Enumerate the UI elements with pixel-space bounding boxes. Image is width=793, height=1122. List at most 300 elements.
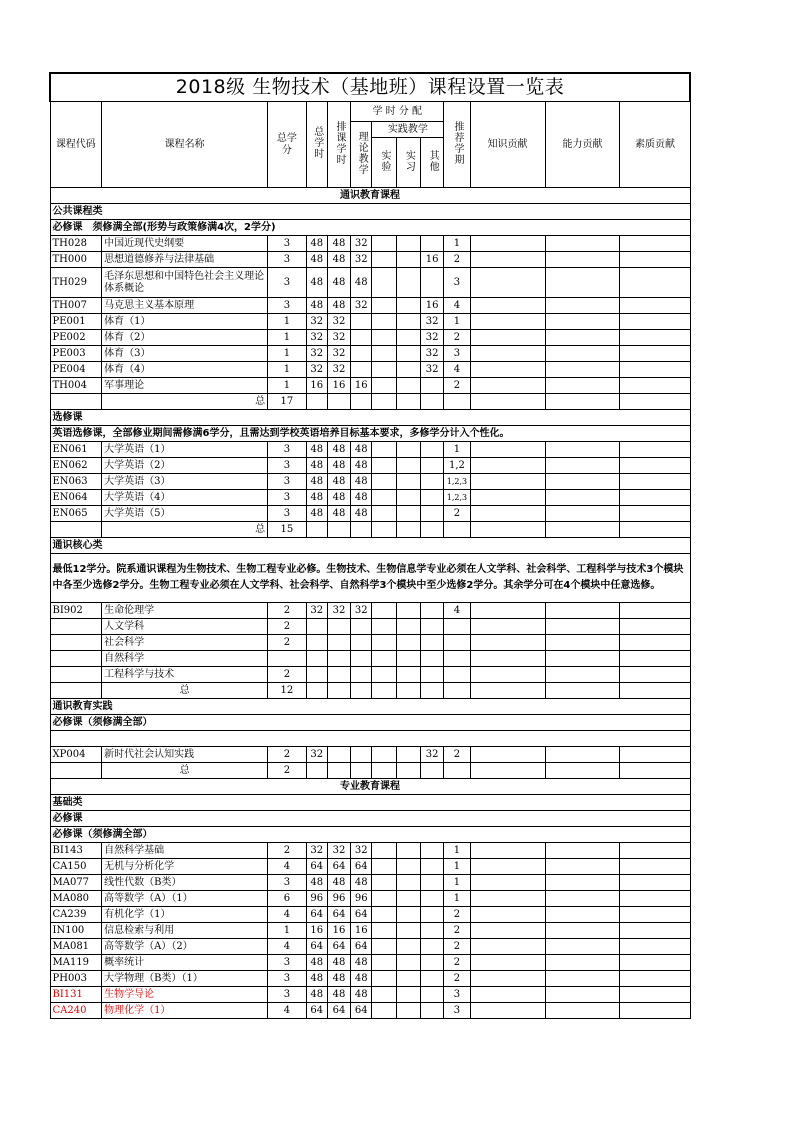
- course-lab: [372, 252, 396, 268]
- course-total-hours: [306, 619, 327, 635]
- course-ability: [545, 506, 620, 522]
- course-intern: [396, 268, 420, 298]
- course-theory: 64: [351, 907, 372, 923]
- course-row: [50, 442, 690, 458]
- course-semester: 3: [444, 346, 470, 362]
- course-total-hours: 64: [306, 939, 327, 955]
- course-quality: [620, 939, 690, 955]
- section-required-politics-text: 必修课 须修满全部(形势与政策修满4次，2学分): [50, 220, 690, 236]
- course-semester: 1: [444, 891, 470, 907]
- course-knowledge: [470, 875, 545, 891]
- course-theory: 48: [351, 875, 372, 891]
- course-other: 32: [421, 362, 444, 378]
- course-theory: 32: [351, 236, 372, 252]
- course-lab: [372, 923, 396, 939]
- blank-row-text: [50, 731, 690, 747]
- course-knowledge: [470, 346, 545, 362]
- course-scheduled-hours: 64: [327, 907, 350, 923]
- course-code: EN062: [50, 458, 102, 474]
- total-empty: [421, 522, 444, 538]
- course-scheduled-hours: 32: [327, 314, 350, 330]
- course-row: [50, 891, 690, 907]
- course-lab: [372, 619, 396, 635]
- course-quality: [620, 458, 690, 474]
- course-code: [50, 635, 102, 651]
- course-ability: [545, 362, 620, 378]
- total-empty: [396, 763, 420, 779]
- course-other: [421, 955, 444, 971]
- course-name: 高等数学（A）（2）: [102, 939, 268, 955]
- course-semester: 1,2,3: [444, 474, 470, 490]
- course-lab: [372, 378, 396, 394]
- course-row: [50, 474, 690, 490]
- course-knowledge: [470, 859, 545, 875]
- course-quality: [620, 314, 690, 330]
- total-empty: [620, 683, 690, 699]
- course-ability: [545, 859, 620, 875]
- header-quality: 素质贡献: [620, 102, 690, 188]
- course-other: 16: [421, 252, 444, 268]
- course-scheduled-hours: [327, 667, 350, 683]
- course-lab: [372, 939, 396, 955]
- total-empty: [421, 683, 444, 699]
- course-semester: 2: [444, 506, 470, 522]
- section-general: [50, 188, 690, 204]
- course-theory: 64: [351, 1003, 372, 1019]
- course-credits: 1: [268, 346, 306, 362]
- course-semester: 3: [444, 1003, 470, 1019]
- course-theory: 48: [351, 442, 372, 458]
- header-other: 其他: [421, 138, 444, 188]
- course-knowledge: [470, 603, 545, 619]
- course-total-hours: 48: [306, 875, 327, 891]
- course-credits: 1: [268, 362, 306, 378]
- course-name: 概率统计: [102, 955, 268, 971]
- course-semester: 2: [444, 923, 470, 939]
- course-code: XP004: [50, 747, 102, 763]
- course-ability: [545, 268, 620, 298]
- course-intern: [396, 252, 420, 268]
- course-other: [421, 939, 444, 955]
- course-name: 物理化学（1）: [102, 1003, 268, 1019]
- course-code: TH004: [50, 378, 102, 394]
- course-credits: 2: [268, 667, 306, 683]
- course-theory: [351, 330, 372, 346]
- course-name: 信息检索与利用: [102, 923, 268, 939]
- course-ability: [545, 987, 620, 1003]
- total-empty: [306, 763, 327, 779]
- course-credits: 3: [268, 955, 306, 971]
- course-scheduled-hours: 32: [327, 603, 350, 619]
- course-total-hours: 64: [306, 1003, 327, 1019]
- course-knowledge: [470, 490, 545, 506]
- course-code: PE003: [50, 346, 102, 362]
- course-name: 思想道德修养与法律基础: [102, 252, 268, 268]
- section-practice-required-text: 必修课（须修满全部）: [50, 715, 690, 731]
- course-row: [50, 955, 690, 971]
- course-ability: [545, 442, 620, 458]
- section-required-all: [50, 827, 690, 843]
- course-lab: [372, 891, 396, 907]
- header-total-hours: 总学时: [306, 102, 327, 188]
- section-required: [50, 811, 690, 827]
- course-credits: 4: [268, 859, 306, 875]
- course-total-hours: 16: [306, 923, 327, 939]
- total-empty: [545, 683, 620, 699]
- course-ability: [545, 939, 620, 955]
- course-other: 32: [421, 747, 444, 763]
- course-quality: [620, 651, 690, 667]
- course-name: 体育（1）: [102, 314, 268, 330]
- course-total-hours: 32: [306, 843, 327, 859]
- course-row: [50, 506, 690, 522]
- course-scheduled-hours: 64: [327, 939, 350, 955]
- course-semester: [444, 619, 470, 635]
- course-intern: [396, 362, 420, 378]
- course-other: [421, 442, 444, 458]
- course-credits: 4: [268, 939, 306, 955]
- course-code: PE002: [50, 330, 102, 346]
- course-scheduled-hours: 64: [327, 1003, 350, 1019]
- header-ability: 能力贡献: [545, 102, 620, 188]
- course-name: 人文学科: [102, 619, 268, 635]
- course-scheduled-hours: [327, 619, 350, 635]
- course-scheduled-hours: 48: [327, 268, 350, 298]
- course-other: [421, 875, 444, 891]
- course-row: [50, 346, 690, 362]
- course-credits: 3: [268, 268, 306, 298]
- course-knowledge: [470, 1003, 545, 1019]
- course-scheduled-hours: 48: [327, 474, 350, 490]
- course-other: [421, 474, 444, 490]
- course-other: 32: [421, 314, 444, 330]
- course-quality: [620, 1003, 690, 1019]
- course-intern: [396, 971, 420, 987]
- course-total-hours: 48: [306, 236, 327, 252]
- header-scheduled-hours: 排课学时: [327, 102, 350, 188]
- course-code: TH028: [50, 236, 102, 252]
- course-semester: [444, 667, 470, 683]
- course-total-hours: 48: [306, 268, 327, 298]
- course-ability: [545, 252, 620, 268]
- course-row: [50, 923, 690, 939]
- course-empty: [396, 747, 420, 763]
- course-name: 军事理论: [102, 378, 268, 394]
- course-code: EN065: [50, 506, 102, 522]
- course-scheduled-hours: 32: [327, 362, 350, 378]
- course-knowledge: [470, 474, 545, 490]
- course-name: 生命伦理学: [102, 603, 268, 619]
- course-other: 32: [421, 330, 444, 346]
- course-quality: [620, 268, 690, 298]
- total-row: [50, 394, 690, 410]
- course-row: [50, 236, 690, 252]
- course-name: 社会科学: [102, 635, 268, 651]
- course-scheduled-hours: 32: [327, 346, 350, 362]
- course-intern: [396, 506, 420, 522]
- course-quality: [620, 506, 690, 522]
- course-semester: 2: [444, 939, 470, 955]
- course-theory: 16: [351, 923, 372, 939]
- course-empty: [372, 747, 396, 763]
- total-code: [50, 683, 102, 699]
- course-ability: [545, 236, 620, 252]
- section-professional: [50, 779, 690, 795]
- course-intern: [396, 619, 420, 635]
- course-code: TH029: [50, 268, 102, 298]
- course-other: [421, 923, 444, 939]
- section-practice-required: [50, 715, 690, 731]
- course-total-hours: [306, 667, 327, 683]
- header-knowledge: 知识贡献: [470, 102, 545, 188]
- course-ability: [545, 971, 620, 987]
- course-intern: [396, 923, 420, 939]
- course-name: 中国近现代史纲要: [102, 236, 268, 252]
- total-empty: [620, 394, 690, 410]
- course-scheduled-hours: 32: [327, 843, 350, 859]
- total-empty: [545, 394, 620, 410]
- total-empty: [306, 683, 327, 699]
- course-credits: 4: [268, 907, 306, 923]
- section-core-note-text: 最低12学分。院系通识课程为生物技术、生物工程专业必修。生物技术、生物信息学专业必须在人文学科、社会科学、工程科学与技术3个模块中各至少选修2学分。生物工程专业必须在人文学科、社会科学、自然科学3个模块中至少选修2学分。其余学分可在4个模块中任意选修。: [50, 554, 690, 603]
- course-intern: [396, 474, 420, 490]
- course-lab: [372, 843, 396, 859]
- course-knowledge: [470, 378, 545, 394]
- total-empty: [372, 763, 396, 779]
- section-basic: [50, 795, 690, 811]
- course-lab: [372, 635, 396, 651]
- course-other: [421, 236, 444, 252]
- course-lab: [372, 330, 396, 346]
- total-credits: 12: [268, 683, 306, 699]
- course-semester: 1: [444, 843, 470, 859]
- course-total-hours: 48: [306, 298, 327, 314]
- course-theory: 16: [351, 378, 372, 394]
- total-empty: [351, 683, 372, 699]
- course-quality: [620, 875, 690, 891]
- section-english-note: [50, 426, 690, 442]
- header-hours-dist: 学 时 分 配: [351, 102, 444, 122]
- course-semester: 2: [444, 955, 470, 971]
- course-credits: 1: [268, 314, 306, 330]
- total-empty: [545, 763, 620, 779]
- course-total-hours: 64: [306, 859, 327, 875]
- total-empty: [372, 522, 396, 538]
- course-scheduled-hours: 48: [327, 987, 350, 1003]
- course-empty: [351, 747, 372, 763]
- section-core-note: [50, 554, 690, 603]
- course-credits: 1: [268, 378, 306, 394]
- course-credits: 3: [268, 474, 306, 490]
- total-empty: [444, 763, 470, 779]
- course-knowledge: [470, 362, 545, 378]
- course-intern: [396, 603, 420, 619]
- course-lab: [372, 603, 396, 619]
- course-semester: 3: [444, 268, 470, 298]
- course-name: 新时代社会认知实践: [102, 747, 268, 763]
- course-theory: 48: [351, 955, 372, 971]
- course-row: [50, 971, 690, 987]
- total-row: [50, 683, 690, 699]
- course-code: MA080: [50, 891, 102, 907]
- course-name: 体育（2）: [102, 330, 268, 346]
- course-code: EN063: [50, 474, 102, 490]
- course-scheduled-hours: 48: [327, 506, 350, 522]
- course-quality: [620, 843, 690, 859]
- total-empty: [470, 763, 545, 779]
- course-row: [50, 362, 690, 378]
- course-code: [50, 651, 102, 667]
- course-theory: 64: [351, 859, 372, 875]
- blank-row: [50, 731, 690, 747]
- course-lab: [372, 875, 396, 891]
- course-lab: [372, 651, 396, 667]
- course-theory: 48: [351, 506, 372, 522]
- course-other: [421, 1003, 444, 1019]
- course-code: MA081: [50, 939, 102, 955]
- course-quality: [620, 378, 690, 394]
- course-knowledge: [470, 955, 545, 971]
- course-quality: [620, 667, 690, 683]
- course-scheduled-hours: 48: [327, 875, 350, 891]
- course-total-hours: 32: [306, 362, 327, 378]
- course-lab: [372, 1003, 396, 1019]
- course-quality: [620, 955, 690, 971]
- header-code: 课程代码: [50, 102, 102, 188]
- section-general-text: 通识教育课程: [50, 188, 690, 204]
- course-code: MA077: [50, 875, 102, 891]
- course-total-hours: 96: [306, 891, 327, 907]
- course-code: PE001: [50, 314, 102, 330]
- course-name: 毛泽东思想和中国特色社会主义理论体系概论: [102, 268, 268, 298]
- course-theory: 64: [351, 939, 372, 955]
- course-other: [421, 268, 444, 298]
- course-lab: [372, 346, 396, 362]
- course-credits: 3: [268, 506, 306, 522]
- course-lab: [372, 955, 396, 971]
- total-credits: 2: [268, 763, 306, 779]
- total-code: [50, 522, 102, 538]
- total-credits: 17: [268, 394, 306, 410]
- course-intern: [396, 1003, 420, 1019]
- course-row: [50, 635, 690, 651]
- course-row: [50, 619, 690, 635]
- course-row: [50, 378, 690, 394]
- total-empty: [444, 522, 470, 538]
- course-theory: 32: [351, 843, 372, 859]
- course-theory: 48: [351, 458, 372, 474]
- course-theory: [351, 635, 372, 651]
- course-row: [50, 987, 690, 1003]
- course-credits: 3: [268, 442, 306, 458]
- course-scheduled-hours: 32: [327, 330, 350, 346]
- header-practice: 实践教学: [372, 122, 444, 138]
- course-total-hours: 48: [306, 474, 327, 490]
- course-knowledge: [470, 506, 545, 522]
- course-ability: [545, 298, 620, 314]
- course-total-hours: 48: [306, 442, 327, 458]
- course-other: [421, 859, 444, 875]
- total-label: 总: [102, 394, 268, 410]
- course-name: 无机与分析化学: [102, 859, 268, 875]
- course-quality: [620, 346, 690, 362]
- course-lab: [372, 268, 396, 298]
- course-theory: 32: [351, 298, 372, 314]
- total-empty: [351, 394, 372, 410]
- course-scheduled-hours: 64: [327, 859, 350, 875]
- course-ability: [545, 619, 620, 635]
- total-empty: [620, 522, 690, 538]
- total-empty: [396, 683, 420, 699]
- course-semester: 2: [444, 971, 470, 987]
- total-empty: [470, 683, 545, 699]
- course-lab: [372, 971, 396, 987]
- course-code: BI131: [50, 987, 102, 1003]
- course-ability: [545, 603, 620, 619]
- course-lab: [372, 859, 396, 875]
- course-contribution: [470, 747, 545, 763]
- course-knowledge: [470, 843, 545, 859]
- course-credits: 3: [268, 875, 306, 891]
- course-contribution: [545, 747, 620, 763]
- total-label: 总: [102, 763, 268, 779]
- course-scheduled-hours: 48: [327, 490, 350, 506]
- total-empty: [351, 522, 372, 538]
- course-row: [50, 330, 690, 346]
- course-ability: [545, 843, 620, 859]
- course-name: 体育（4）: [102, 362, 268, 378]
- total-row: [50, 763, 690, 779]
- course-theory: 48: [351, 987, 372, 1003]
- section-core: [50, 538, 690, 554]
- total-empty: [421, 394, 444, 410]
- course-name: 自然科学: [102, 651, 268, 667]
- section-core-text: 通识核心类: [50, 538, 690, 554]
- course-row: [50, 667, 690, 683]
- course-ability: [545, 458, 620, 474]
- course-credits: 6: [268, 891, 306, 907]
- course-name: 有机化学（1）: [102, 907, 268, 923]
- course-code: BI902: [50, 603, 102, 619]
- course-credits: 2: [268, 747, 306, 763]
- total-empty: [545, 522, 620, 538]
- course-semester: 1: [444, 442, 470, 458]
- total-label: 总: [102, 522, 268, 538]
- course-ability: [545, 314, 620, 330]
- course-credits: 1: [268, 923, 306, 939]
- course-credits: 2: [268, 635, 306, 651]
- course-code: EN061: [50, 442, 102, 458]
- course-total-hours: 48: [306, 252, 327, 268]
- course-other: [421, 987, 444, 1003]
- course-quality: [620, 252, 690, 268]
- course-theory: [351, 314, 372, 330]
- course-credits: 2: [268, 843, 306, 859]
- course-code: MA119: [50, 955, 102, 971]
- course-lab: [372, 474, 396, 490]
- course-total-hours: 48: [306, 955, 327, 971]
- header-lab: 实验: [372, 138, 396, 188]
- course-semester: [444, 635, 470, 651]
- course-knowledge: [470, 987, 545, 1003]
- section-elective: [50, 410, 690, 426]
- course-theory: [351, 362, 372, 378]
- total-empty: [470, 394, 545, 410]
- course-intern: [396, 490, 420, 506]
- course-credits: 2: [268, 603, 306, 619]
- course-semester: 1,2,3: [444, 490, 470, 506]
- course-intern: [396, 298, 420, 314]
